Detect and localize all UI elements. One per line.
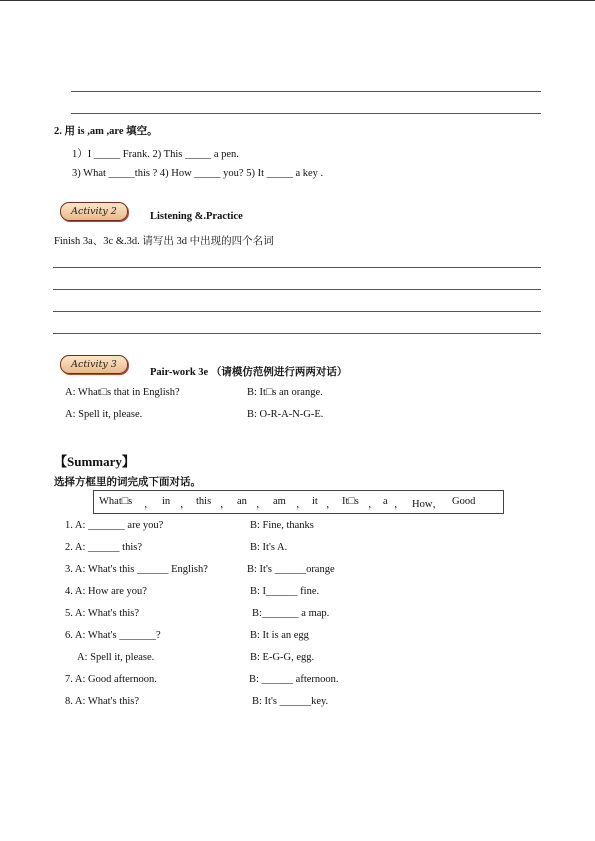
summary-item-1-b: B: Fine, thanks: [250, 520, 314, 531]
summary-item-6b-a: A: Spell it, please.: [77, 652, 155, 663]
answer-line: [53, 267, 541, 268]
word-bank-separator: ，: [296, 499, 307, 510]
word-bank-item: in: [162, 496, 171, 507]
summary-item-6b-b: B: E-G-G, egg.: [250, 652, 315, 663]
activity-2-badge: Activity 2: [60, 202, 128, 221]
word-bank-separator: ，: [394, 499, 405, 510]
answer-line: [71, 113, 541, 114]
word-bank-item: a: [383, 496, 388, 507]
activity-3-heading: Pair-work 3e （请模仿范例进行两两对话）: [150, 367, 348, 378]
summary-item-3-b: B: It's ______orange: [247, 564, 335, 575]
summary-item-2-a: 2. A: ______ this?: [65, 542, 143, 553]
word-bank-separator: ，: [220, 499, 231, 510]
summary-item-3-a: 3. A: What's this ______ English?: [65, 564, 208, 575]
answer-line: [53, 311, 541, 312]
word-bank-item: It□s: [342, 496, 359, 507]
activity-3-row-1-b: B: It□s an orange.: [247, 387, 323, 398]
summary-item-6-a: 6. A: What's _______?: [65, 630, 161, 641]
word-bank-separator: ，: [256, 499, 267, 510]
word-bank-item: Good: [452, 496, 476, 507]
q2-title: 2. 用 is ,am ,are 填空。: [54, 126, 158, 137]
activity-2-heading: Listening &.Practice: [150, 211, 243, 222]
word-bank-item: it: [312, 496, 318, 507]
activity-3-row-2-a: A: Spell it, please.: [65, 409, 143, 420]
activity-2-instruction: Finish 3a、3c &.3d. 请写出 3d 中出现的四个名词: [54, 236, 274, 247]
word-bank-item: an: [237, 496, 247, 507]
answer-line: [53, 333, 541, 334]
answer-line: [71, 91, 541, 92]
word-bank-item: What□s: [99, 496, 133, 507]
word-bank-item: How，: [412, 499, 443, 510]
word-bank-separator: ，: [180, 499, 191, 510]
word-bank-box: [93, 490, 504, 514]
word-bank-item: this: [196, 496, 212, 507]
activity-3-row-2-b: B: O-R-A-N-G-E.: [247, 409, 324, 420]
word-bank-separator: ，: [144, 499, 155, 510]
summary-heading: 【Summary】: [54, 454, 135, 469]
activity-3-badge: Activity 3: [60, 355, 128, 374]
summary-item-6-b: B: It is an egg: [250, 630, 309, 641]
summary-item-2-b: B: It's A.: [250, 542, 288, 553]
page-top-border: [0, 0, 595, 1]
summary-item-8-b: B: It's ______key.: [252, 696, 329, 707]
summary-item-5-b: B:_______ a map.: [252, 608, 330, 619]
summary-item-5-a: 5. A: What's this?: [65, 608, 140, 619]
summary-item-7-b: B: ______ afternoon.: [249, 674, 339, 685]
word-bank-separator: ，: [326, 499, 337, 510]
word-bank-separator: ，: [368, 499, 379, 510]
summary-item-8-a: 8. A: What's this?: [65, 696, 140, 707]
summary-item-1-a: 1. A: _______ are you?: [65, 520, 164, 531]
q2-line-2: 3) What _____this ? 4) How _____ you? 5) It _____ a key .: [72, 168, 324, 179]
summary-instruction: 选择方框里的词完成下面对话。: [54, 477, 201, 488]
answer-line: [53, 289, 541, 290]
summary-item-4-a: 4. A: How are you?: [65, 586, 147, 597]
q2-line-1: 1）I _____ Frank. 2) This _____ a pen.: [72, 149, 239, 160]
word-bank-item: am: [273, 496, 286, 507]
summary-item-4-b: B: I______ fine.: [250, 586, 320, 597]
summary-item-7-a: 7. A: Good afternoon.: [65, 674, 157, 685]
activity-3-row-1-a: A: What□s that in English?: [65, 387, 180, 398]
